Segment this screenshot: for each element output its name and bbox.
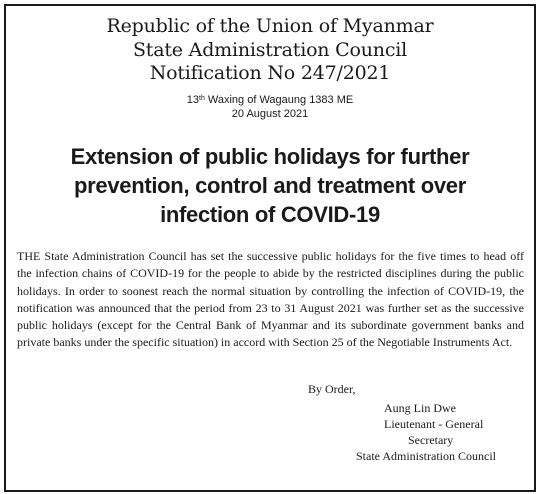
headline-line-1: Extension of public holidays for further <box>70 144 470 169</box>
lunar-date <box>0 94 540 107</box>
header-country: Republic of the Union of Myanmar <box>106 15 434 37</box>
signatory-organization: State Administration Council <box>356 449 496 463</box>
header-council: State Administration Council <box>132 39 408 61</box>
signatory-name: Aung Lin Dwe <box>384 401 456 415</box>
signatory-rank: Lieutenant - General <box>384 417 484 431</box>
header-notification-number: Notification No 247/2021 <box>149 62 391 84</box>
gregorian-date: 20 August 2021 <box>231 108 309 120</box>
by-order-label: By Order, <box>308 382 356 396</box>
lunar-month-year: Waxing of Wagaung 1383 ME <box>204 94 354 106</box>
headline-line-3: infection of COVID-19 <box>160 202 380 227</box>
headline-line-2: prevention, control and treatment over <box>73 173 466 198</box>
signatory-title: Secretary <box>408 433 454 447</box>
lunar-day: 13 <box>186 94 199 106</box>
body-paragraph: THE State Administration Council has set the successive public holidays for the five times to head off the infection chains of COVID-19 for the people to abide by the restricted disciplines during the public holidays. In order to soonest reach the normal situation by controlling the infection of COVID-19, the notification was announced that the period from 23 to 31 August 2021 was further set as the successive public holidays (except for the Central Bank of Myanmar and its subordinate government banks and private banks under the specific situation) in accord with Section 25 of the Negotiable Instruments Act. <box>17 249 524 350</box>
lunar-day-suffix: th <box>199 95 205 102</box>
